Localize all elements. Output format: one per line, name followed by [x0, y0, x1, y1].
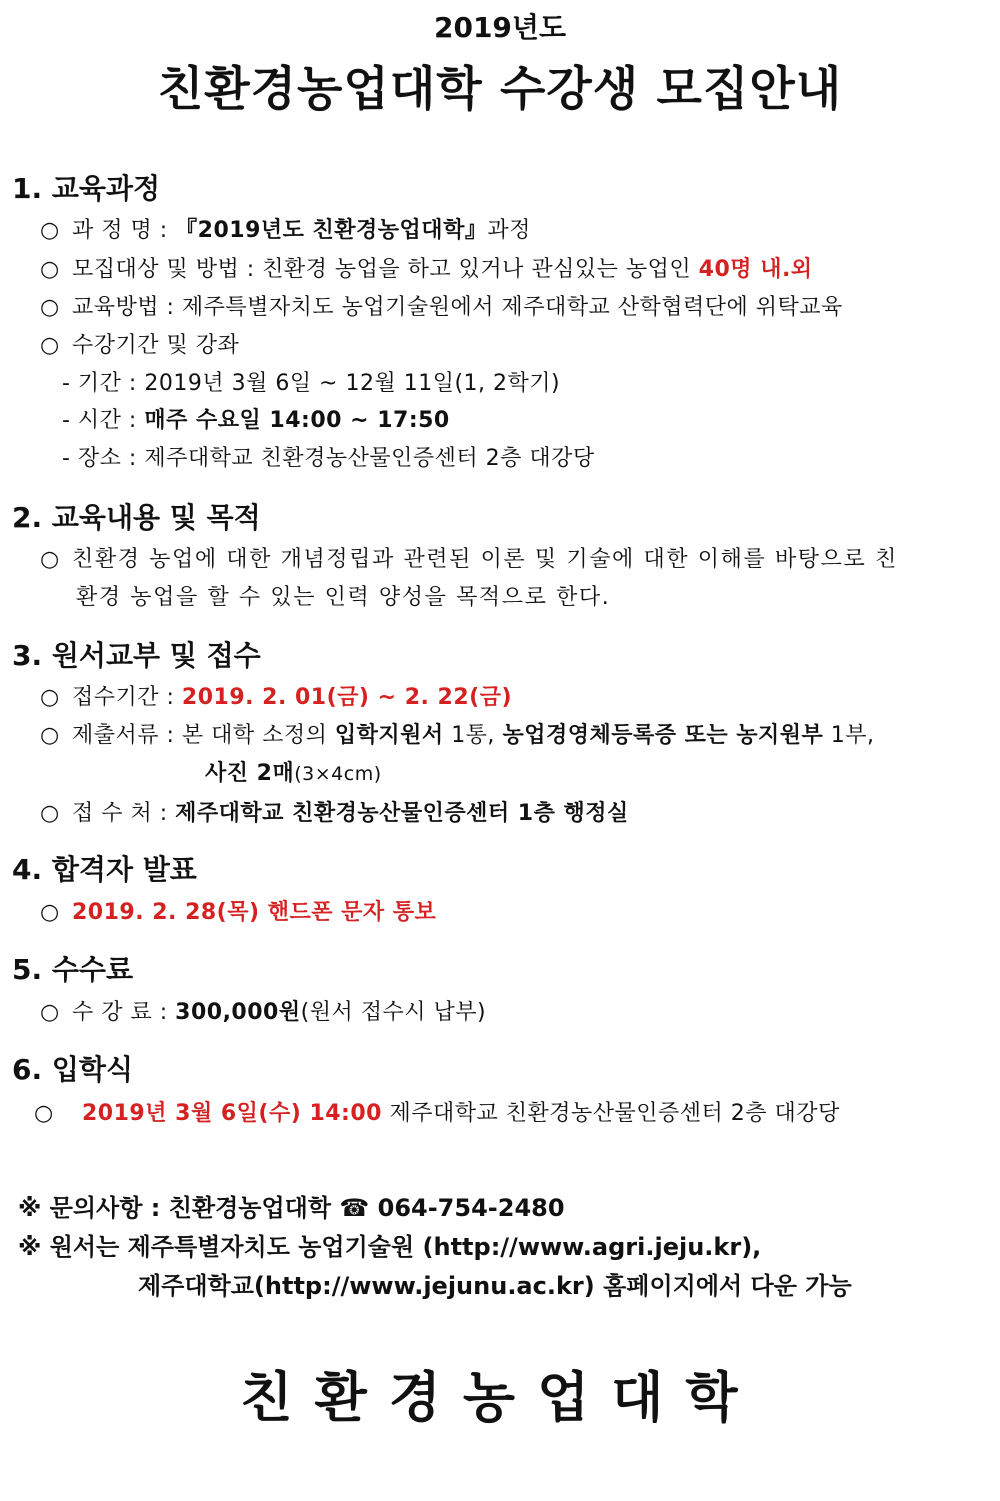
time-value: 매주 수요일 14:00 ~ 17:50	[144, 408, 450, 433]
documents-mid: 1통,	[451, 723, 495, 748]
section-5-title: 5. 수수료	[12, 953, 134, 986]
bullet-circle-icon: ○	[40, 685, 60, 710]
bullet-circle-icon: ○	[40, 295, 60, 320]
target-value: 친환경 농업을 하고 있거나 관심있는 농업인	[262, 257, 692, 282]
page-title: 친환경농업대학 수강생 모집안내	[157, 62, 843, 117]
bullet-circle-icon: ○	[40, 333, 60, 358]
apply-period-row	[40, 680, 512, 711]
apply-place-row	[40, 796, 629, 827]
documents-application: 입학지원서	[334, 723, 444, 748]
target-row	[40, 252, 813, 283]
course-suffix: 과정	[487, 218, 531, 243]
purpose-text-2: 환경 농업을 할 수 있는 인력 양성을 목적으로 한다.	[76, 585, 611, 610]
section-3-title: 3. 원서교부 및 접수	[12, 639, 261, 672]
year-title: 2019년도	[433, 11, 567, 44]
purpose-line-1	[40, 542, 898, 573]
apply-place-label: 접 수 처 :	[72, 801, 168, 826]
ceremony-place: 제주대학교 친환경농산물인증센터 2층 대강당	[389, 1101, 840, 1126]
fee-amount: 300,000원	[175, 1000, 301, 1025]
place-row	[62, 441, 595, 472]
time-label: - 시간 :	[62, 408, 137, 433]
bullet-circle-icon: ○	[34, 1101, 54, 1126]
place-label: - 장소 :	[62, 446, 137, 471]
bullet-circle-icon: ○	[40, 801, 60, 826]
bullet-circle-icon: ○	[40, 1000, 60, 1025]
target-label: 모집대상 및 방법 :	[72, 257, 255, 282]
bullet-circle-icon: ○	[40, 547, 60, 572]
section-6-title: 6. 입학식	[12, 1053, 134, 1086]
time-row	[62, 403, 450, 434]
announce-row	[40, 895, 436, 926]
application-note: ※ 원서는 제주특별자치도 농업기술원 (http://www.agri.jeju.kr),	[18, 1233, 762, 1261]
course-name-row	[40, 213, 531, 244]
period-row	[62, 366, 560, 397]
section-1-title: 1. 교육과정	[12, 172, 161, 205]
bullet-circle-icon: ○	[40, 900, 60, 925]
bullet-circle-icon: ○	[40, 257, 60, 282]
method-value: 제주특별자치도 농업기술원에서 제주대학교 산학협력단에 위탁교육	[181, 295, 843, 320]
section-4-title: 4. 합격자 발표	[12, 853, 197, 886]
target-count: 40명 내.외	[698, 257, 813, 282]
period-title-row	[40, 328, 239, 359]
section-2-title: 2. 교육내용 및 목적	[12, 501, 261, 534]
documents-photo-size: (3×4cm)	[294, 763, 382, 785]
place-value: 제주대학교 친환경농산물인증센터 2층 대강당	[144, 446, 595, 471]
bullet-circle-icon: ○	[40, 723, 60, 748]
apply-period-label: 접수기간 :	[72, 685, 175, 710]
application-note-cont: 제주대학교(http://www.jejunu.ac.kr) 홈페이지에서 다운 가능	[138, 1272, 852, 1300]
period-value: 2019년 3월 6일 ~ 12월 11일(1, 2학기)	[144, 371, 561, 396]
fee-row	[40, 995, 486, 1026]
documents-pre: 본 대학 소정의	[181, 723, 328, 748]
course-label: 과 정 명 :	[72, 218, 168, 243]
inquiry-note: ※ 문의사항 : 친환경농업대학 ☎ 064-754-2480	[18, 1194, 565, 1222]
period-title: 수강기간 및 강좌	[72, 333, 240, 358]
period-label: - 기간 :	[62, 371, 137, 396]
ceremony-date: 2019년 3월 6일(수) 14:00	[82, 1101, 382, 1126]
documents-end: 1부,	[830, 723, 875, 748]
announce-value: 2019. 2. 28(목) 핸드폰 문자 통보	[72, 900, 437, 925]
fee-label: 수 강 료 :	[72, 1000, 168, 1025]
ceremony-row	[34, 1096, 840, 1127]
fee-note: (원서 접수시 납부)	[300, 1000, 487, 1025]
purpose-text-1: 친환경 농업에 대한 개념정립과 관련된 이론 및 기술에 대한 이해를 바탕으로 친	[72, 547, 898, 572]
footer-org-name: 친환경농업대학	[240, 1366, 760, 1429]
method-row	[40, 290, 843, 321]
apply-place-value: 제주대학교 친환경농산물인증센터 1층 행정실	[175, 801, 629, 826]
method-label: 교육방법 :	[72, 295, 175, 320]
documents-row	[40, 718, 875, 749]
documents-registration: 농업경영체등록증 또는 농지원부	[502, 723, 824, 748]
bullet-circle-icon: ○	[40, 218, 60, 243]
course-value: 『2019년도 친환경농업대학』	[175, 218, 488, 243]
documents-photo-row	[205, 756, 382, 787]
apply-period-value: 2019. 2. 01(금) ~ 2. 22(금)	[181, 685, 513, 710]
documents-photo: 사진 2매	[205, 761, 295, 786]
documents-label: 제출서류 :	[72, 723, 175, 748]
